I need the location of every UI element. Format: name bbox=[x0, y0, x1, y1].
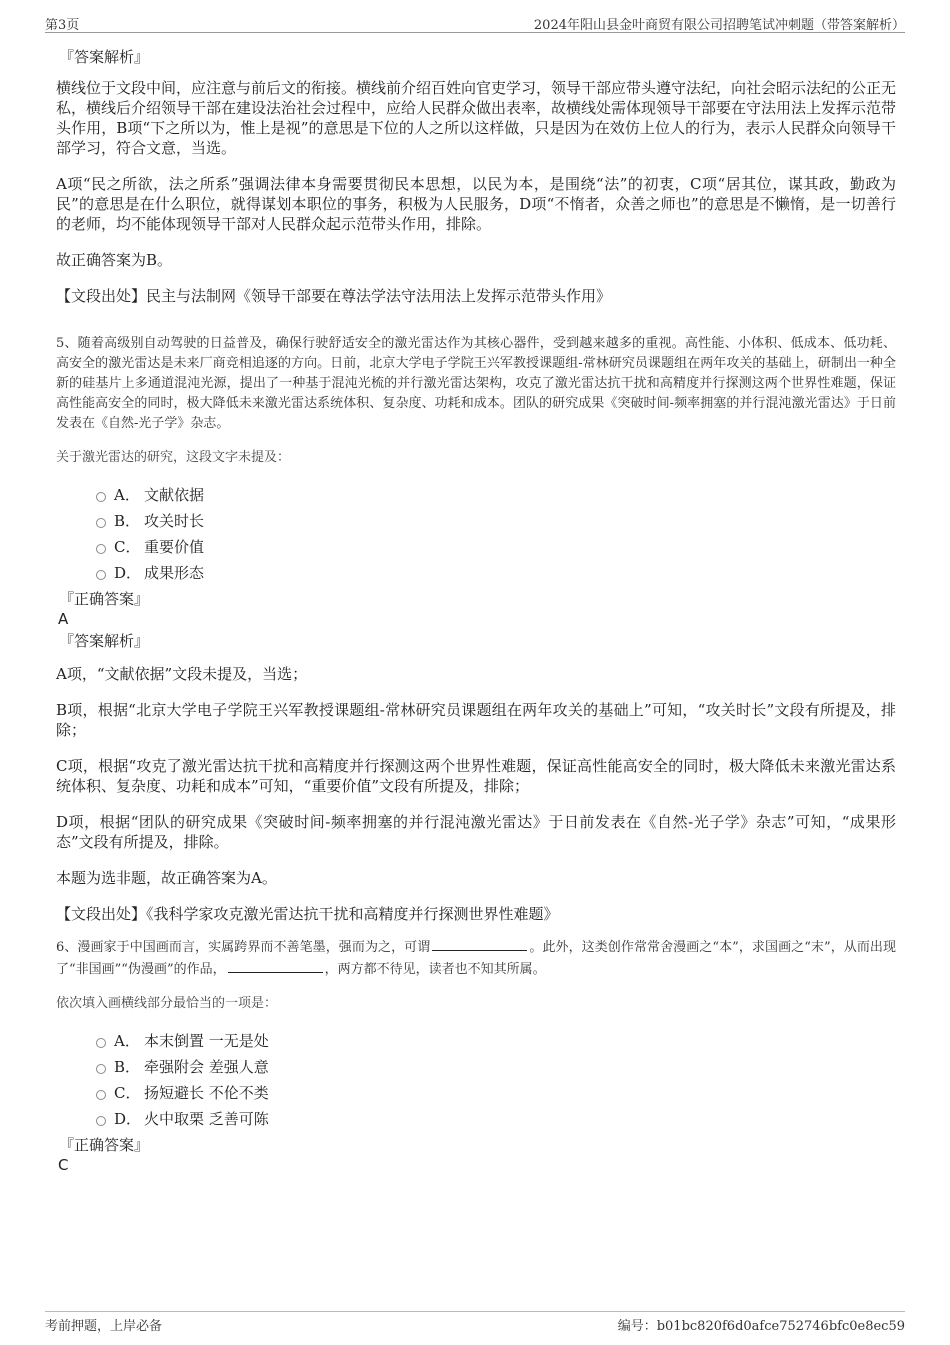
conclusion-paragraph: 本题为选非题，故正确答案为A。 bbox=[56, 869, 277, 887]
document-body bbox=[56, 46, 896, 1174]
option-a[interactable]: A． 本末倒置 一无是处 bbox=[96, 1028, 896, 1054]
analysis-label: 『答案解析』 bbox=[59, 632, 150, 650]
question-6-options bbox=[96, 1028, 896, 1132]
option-c[interactable]: C． 重要价值 bbox=[96, 534, 896, 560]
document-id: 编号：b01bc820f6d0afce752746bfc0e8ec59 bbox=[617, 1319, 905, 1334]
document-title: 2024年阳山县金叶商贸有限公司招聘笔试冲刺题（带答案解析） bbox=[533, 18, 905, 33]
conclusion-paragraph: 故正确答案为B。 bbox=[56, 251, 173, 269]
answer-blank bbox=[228, 958, 323, 973]
answer-blank bbox=[432, 936, 527, 951]
radio-icon[interactable] bbox=[96, 492, 106, 502]
option-d[interactable]: D． 成果形态 bbox=[96, 560, 896, 586]
analysis-paragraph: B项，根据“北京大学电子学院王兴军教授课题组-常林研究员课题组在两年攻关的基础上”可知，“攻关时长”文段有所提及，排除； bbox=[56, 701, 896, 739]
source-citation: 【文段出处】《我科学家攻克激光雷达抗干扰和高精度并行探测世界性难题》 bbox=[56, 905, 559, 923]
analysis-paragraph: D项，根据“团队的研究成果《突破时间-频率拥塞的并行混沌激光雷达》于日前发表在《自然-光子学》杂志”可知，“成果形态”文段有所提及，排除。 bbox=[56, 813, 896, 851]
radio-icon[interactable] bbox=[96, 544, 106, 554]
question-5-text: 5、随着高级别自动驾驶的日益普及，确保行驶舒适安全的激光雷达作为其核心器件，受到越来越多的重视。高性能、小体积、低成本、低功耗、高安全的激光雷达是未来厂商竞相追逐的方向。日前，北京大学电子学院王兴军教授课题组-常林研究员课题组在两年攻关的基础上，研制出一种全新的硅基片上多通道混沌光源，提出了一种基于混沌光梳的并行激光雷达架构，攻克了激光雷达抗干扰和高精度并行探测这两个世界性难题，保证高性能高安全的同时，极大降低未来激光雷达系统体积、复杂度、功耗和成本。团队的研究成果《突破时间-频率拥塞的并行混沌激光雷达》于日前发表在《自然-光子学》杂志。 bbox=[56, 336, 896, 431]
footer-slogan: 考前押题，上岸必备 bbox=[45, 1319, 163, 1334]
page-number: 第3页 bbox=[45, 18, 80, 33]
correct-answer-label: 『正确答案』 bbox=[59, 1136, 150, 1154]
radio-icon[interactable] bbox=[96, 570, 106, 580]
radio-icon[interactable] bbox=[96, 518, 106, 528]
source-citation: 【文段出处】民主与法制网《领导干部要在尊法学法守法用法上发挥示范带头作用》 bbox=[56, 287, 612, 305]
option-b[interactable]: B． 牵强附会 差强人意 bbox=[96, 1054, 896, 1080]
page-footer bbox=[45, 1311, 905, 1334]
correct-answer-label: 『正确答案』 bbox=[59, 590, 150, 608]
correct-answer: A bbox=[58, 610, 69, 628]
question-6-text: 6、漫画家于中国画而言，实属跨界而不善笔墨，强而为之，可谓 。此外，这类创作常常舍漫画之“本”，求国画之“末”，从而出现了“非国画”“伪漫画”的作品， ，两方都不待见，读者也不知其所属。 bbox=[56, 936, 896, 980]
correct-answer: C bbox=[58, 1156, 69, 1174]
radio-icon[interactable] bbox=[96, 1090, 106, 1100]
question-5-options bbox=[96, 482, 896, 586]
analysis-paragraph: A项，“文献依据”文段未提及，当选； bbox=[56, 665, 308, 683]
radio-icon[interactable] bbox=[96, 1038, 106, 1048]
analysis-paragraph: 横线位于文段中间，应注意与前后文的衔接。横线前介绍百姓向官吏学习，领导干部应带头遵守法纪，向社会昭示法纪的公正无私，横线后介绍领导干部在建设法治社会过程中，应给人民群众做出表率，故横线处需体现领导干部要在守法用法上发挥示范带头作用，B项“下之所以为，惟上是视”的意思是下位的人之所以这样做，只是因为在效仿上位人的行为，表示人民群众向领导干部学习，符合文意，当选。 bbox=[56, 79, 897, 157]
option-a[interactable]: A． 文献依据 bbox=[96, 482, 896, 508]
analysis-paragraph: C项，根据“攻克了激光雷达抗干扰和高精度并行探测这两个世界性难题，保证高性能高安全的同时，极大降低未来激光雷达系统体积、复杂度、功耗和成本”可知，“重要价值”文段有所提及，排除； bbox=[56, 757, 896, 795]
page-header bbox=[45, 12, 905, 33]
option-c[interactable]: C． 扬短避长 不伦不类 bbox=[96, 1080, 896, 1106]
radio-icon[interactable] bbox=[96, 1116, 106, 1126]
analysis-label: 『答案解析』 bbox=[59, 48, 150, 66]
question-6-prompt: 依次填入画横线部分最恰当的一项是： bbox=[56, 996, 278, 1011]
radio-icon[interactable] bbox=[96, 1064, 106, 1074]
option-b[interactable]: B． 攻关时长 bbox=[96, 508, 896, 534]
analysis-paragraph: A项“民之所欲，法之所系”强调法律本身需要贯彻民本思想，以民为本，是围绕“法”的初衷，C项“居其位，谋其政，勤政为民”的意思是在什么职位，就得谋划本职位的事务，积极为人民服务，D项“不惰者，众善之师也”的意思是不懒惰，是一切善行的老师，均不能体现领导干部对人民群众起示范带头作用，排除。 bbox=[56, 175, 896, 233]
option-d[interactable]: D． 火中取栗 乏善可陈 bbox=[96, 1106, 896, 1132]
question-5-prompt: 关于激光雷达的研究，这段文字未提及： bbox=[56, 450, 291, 465]
